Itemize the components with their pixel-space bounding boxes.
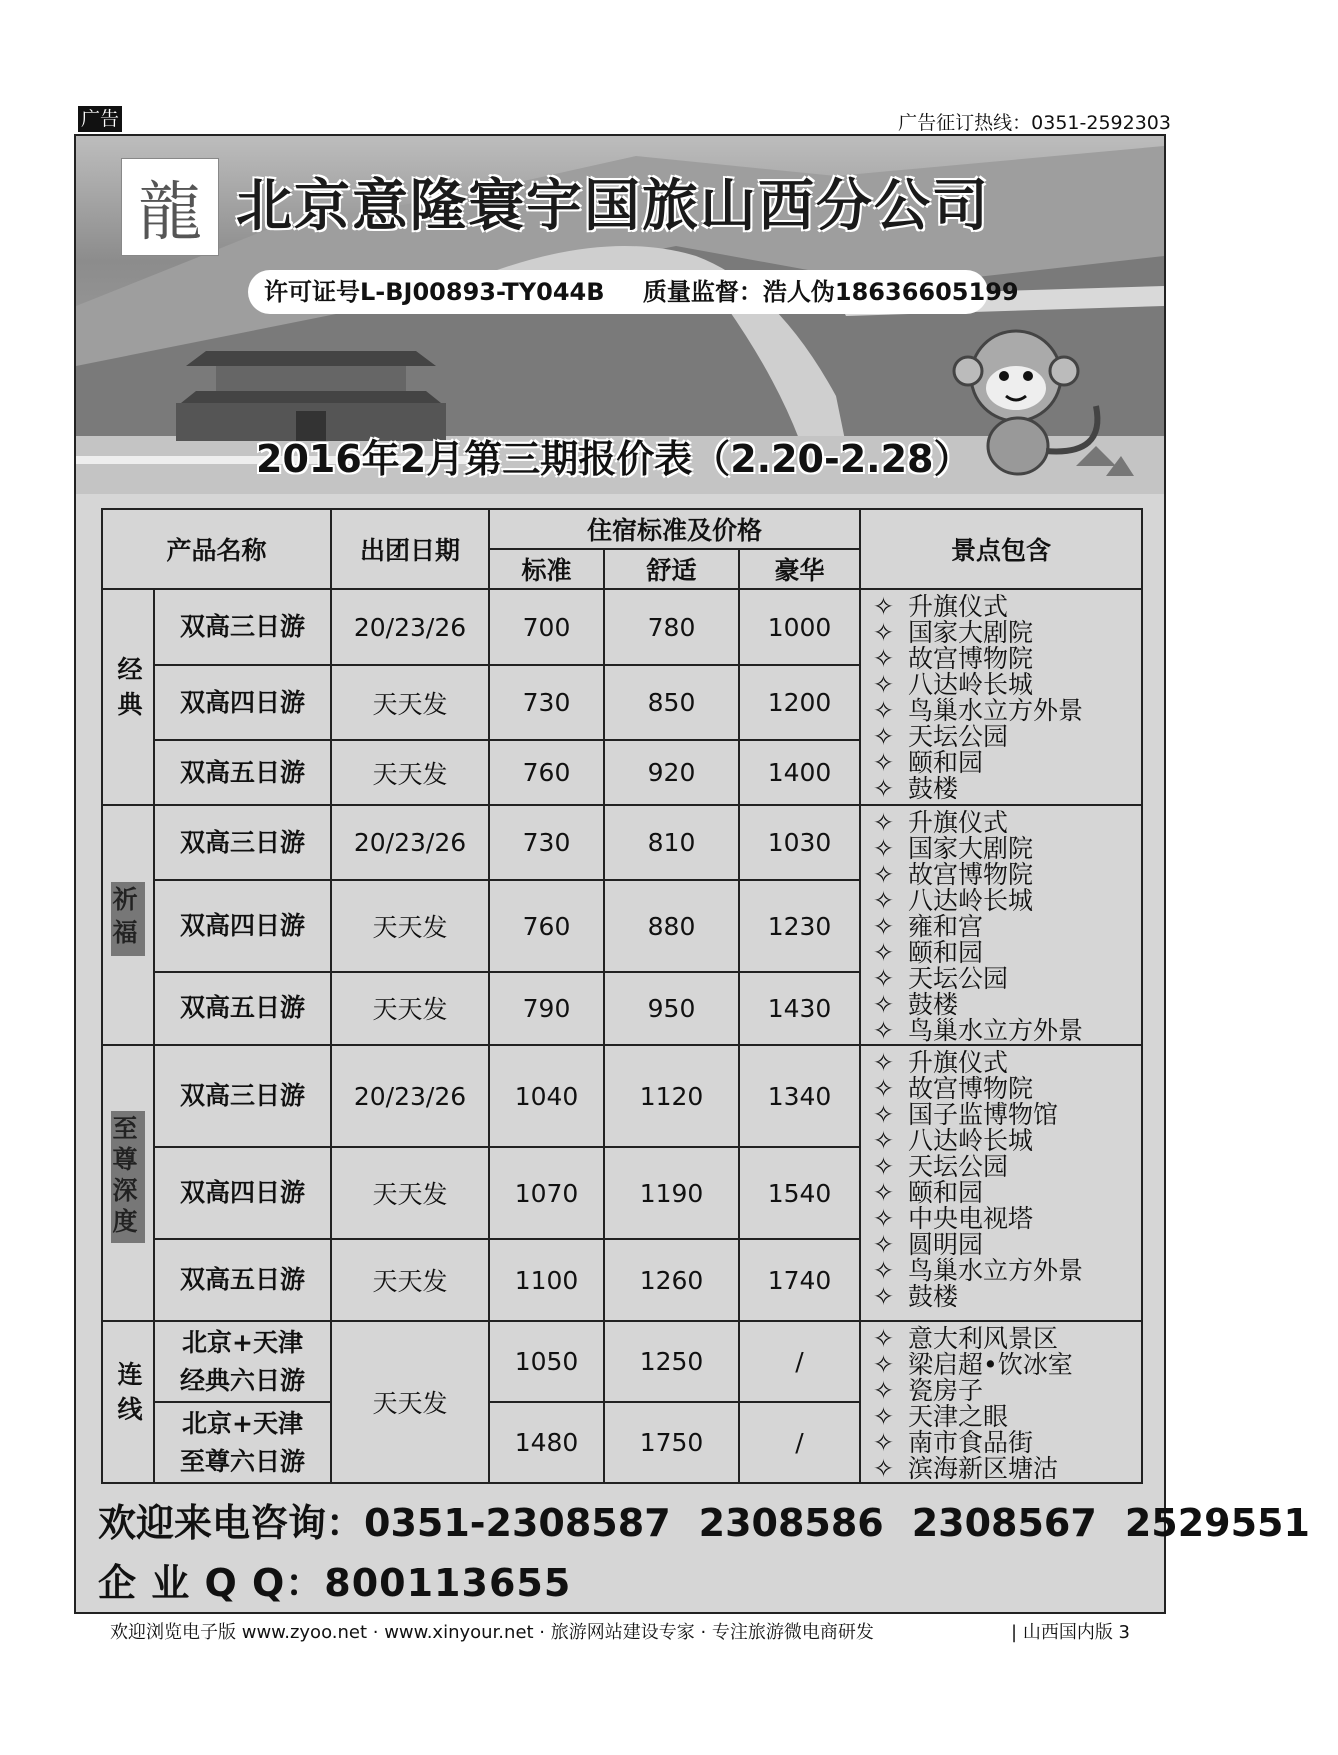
phone-number: 2308567 <box>911 1501 1097 1545</box>
departure-date: 20/23/26 <box>331 589 489 665</box>
ad-tag: 广告 <box>78 106 122 132</box>
price-comfort: 1120 <box>604 1045 739 1147</box>
product-name: 双高五日游 <box>154 740 331 805</box>
product-name: 双高四日游 <box>154 1147 331 1239</box>
qq-number: 800113655 <box>324 1561 572 1605</box>
price-luxury: 1400 <box>739 740 860 805</box>
product-name: 双高三日游 <box>154 805 331 880</box>
price-luxury: 1540 <box>739 1147 860 1239</box>
price-standard: 700 <box>489 589 604 665</box>
category-combo-route: 连线 <box>102 1321 154 1483</box>
price-comfort: 850 <box>604 665 739 740</box>
monkey-mascot-icon <box>946 316 1136 486</box>
tiananmen-icon <box>176 311 446 441</box>
license-bar <box>248 270 1019 314</box>
price-standard: 730 <box>489 665 604 740</box>
price-comfort: 780 <box>604 589 739 665</box>
price-comfort: 1190 <box>604 1147 739 1239</box>
price-luxury: 1030 <box>739 805 860 880</box>
price-standard: 1100 <box>489 1239 604 1321</box>
departure-date: 天天发 <box>331 1321 489 1483</box>
table-row <box>102 805 1142 880</box>
header-product: 产品名称 <box>102 509 331 589</box>
product-name: 双高三日游 <box>154 589 331 665</box>
quality-supervision: 质量监督：浩人伪18636605199 <box>642 278 1019 306</box>
phone-number: 2529551 <box>1124 1501 1310 1545</box>
spots-list: ✧ 升旗仪式 ✧ 故宫博物院 ✧ 国子监博物馆 ✧ 八达岭长城 ✧ 天坛公园 ✧ 颐和园 ✧ 中央电视塔 ✧ 圆明园 ✧ 鸟巢水立方外景 ✧ 鼓楼 <box>860 1045 1142 1321</box>
category-classic: 经典 <box>102 589 154 805</box>
price-table <box>101 508 1143 1484</box>
price-luxury: 1000 <box>739 589 860 665</box>
product-name: 北京+天津 经典六日游 <box>154 1321 331 1402</box>
departure-date: 天天发 <box>331 880 489 972</box>
category-blessing: 祈福 <box>102 805 154 1045</box>
price-comfort: 1750 <box>604 1402 739 1483</box>
spots-list: ✧ 升旗仪式 ✧ 国家大剧院 ✧ 故宫博物院 ✧ 八达岭长城 ✧ 雍和宫 ✧ 颐和园 ✧ 天坛公园 ✧ 鼓楼 ✧ 鸟巢水立方外景 <box>860 805 1142 1045</box>
license-number: 许可证号L-BJ00893-TY044B <box>264 278 605 306</box>
product-name: 双高四日游 <box>154 880 331 972</box>
header-date: 出团日期 <box>331 509 489 589</box>
price-comfort: 950 <box>604 972 739 1045</box>
phone-number: 2308586 <box>698 1501 884 1545</box>
price-standard: 730 <box>489 805 604 880</box>
price-luxury: 1200 <box>739 665 860 740</box>
price-luxury: 1340 <box>739 1045 860 1147</box>
departure-date: 天天发 <box>331 1239 489 1321</box>
price-standard: 790 <box>489 972 604 1045</box>
price-comfort: 1250 <box>604 1321 739 1402</box>
product-name: 双高五日游 <box>154 1239 331 1321</box>
product-name: 双高五日游 <box>154 972 331 1045</box>
issue-title: 2016年2月第三期报价表（2.20-2.28） <box>256 437 972 481</box>
spots-list: ✧ 意大利风景区 ✧ 梁启超•饮冰室 ✧ 瓷房子 ✧ 天津之眼 ✧ 南市食品街 ✧ 滨海新区塘沽 <box>860 1321 1142 1483</box>
header-standard: 标准 <box>489 549 604 589</box>
product-name: 北京+天津 至尊六日游 <box>154 1402 331 1483</box>
category-premium: 至尊深度 <box>102 1045 154 1321</box>
price-luxury: / <box>739 1321 860 1402</box>
departure-date: 天天发 <box>331 972 489 1045</box>
price-comfort: 920 <box>604 740 739 805</box>
price-standard: 760 <box>489 740 604 805</box>
ad-hotline: 广告征订热线：0351-2592303 <box>898 112 1171 134</box>
price-luxury: / <box>739 1402 860 1483</box>
price-standard: 760 <box>489 880 604 972</box>
departure-date: 20/23/26 <box>331 805 489 880</box>
product-name: 双高三日游 <box>154 1045 331 1147</box>
footer-page-info: | 山西国内版 3 <box>1011 1622 1130 1643</box>
price-standard: 1480 <box>489 1402 604 1483</box>
departure-date: 天天发 <box>331 665 489 740</box>
header-lodging: 住宿标准及价格 <box>489 509 860 549</box>
departure-date: 天天发 <box>331 1147 489 1239</box>
price-standard: 1050 <box>489 1321 604 1402</box>
price-luxury: 1430 <box>739 972 860 1045</box>
product-name: 双高四日游 <box>154 665 331 740</box>
departure-date: 天天发 <box>331 740 489 805</box>
price-luxury: 1230 <box>739 880 860 972</box>
contact-label: 欢迎来电咨询： <box>98 1501 365 1545</box>
price-comfort: 1260 <box>604 1239 739 1321</box>
footer-websites: 欢迎浏览电子版 www.zyoo.net · www.xinyour.net · 旅游网站建设专家 · 专注旅游微电商研发 <box>110 1622 874 1643</box>
price-comfort: 880 <box>604 880 739 972</box>
company-name: 北京意隆寰宇国旅山西分公司 <box>236 174 990 239</box>
phone-number: 0351-2308587 <box>364 1501 671 1545</box>
dragon-logo-icon: 龍 <box>121 158 219 256</box>
departure-date: 20/23/26 <box>331 1045 489 1147</box>
header-comfort: 舒适 <box>604 549 739 589</box>
banner <box>76 136 1164 494</box>
contact-phones <box>98 1492 1338 1547</box>
price-standard: 1070 <box>489 1147 604 1239</box>
table-row <box>102 1321 1142 1402</box>
contact-qq <box>98 1552 571 1607</box>
price-luxury: 1740 <box>739 1239 860 1321</box>
table-row <box>102 1045 1142 1147</box>
table-row <box>102 589 1142 665</box>
header-luxury: 豪华 <box>739 549 860 589</box>
price-comfort: 810 <box>604 805 739 880</box>
qq-label: 企 业 Q Q： <box>98 1561 325 1605</box>
price-standard: 1040 <box>489 1045 604 1147</box>
header-spots: 景点包含 <box>860 509 1142 589</box>
spots-list: ✧ 升旗仪式 ✧ 国家大剧院 ✧ 故宫博物院 ✧ 八达岭长城 ✧ 鸟巢水立方外景 ✧ 天坛公园 ✧ 颐和园 ✧ 鼓楼 <box>860 589 1142 805</box>
